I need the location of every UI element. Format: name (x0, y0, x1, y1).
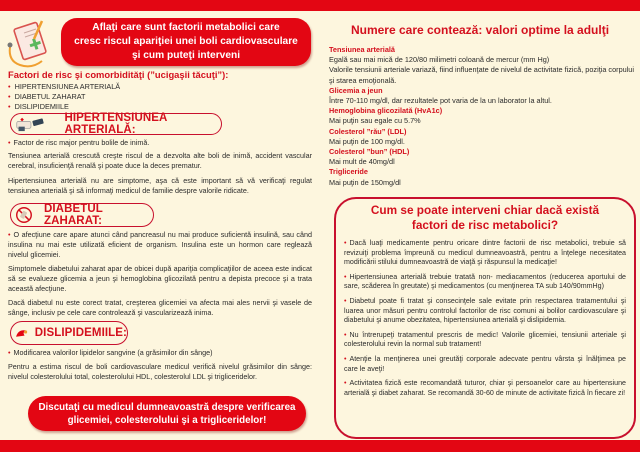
diabetes-title: DIABETUL ZAHARAT: (43, 203, 103, 227)
fatty-food-icon (15, 324, 29, 342)
intervention-item: • Atenţie la menţinerea unei greutăţi corporale adecvate pentru vârsta şi înălţimea pe care le aveţi! (344, 355, 626, 374)
hypertension-bullet: • Factor de risc major pentru bolile de inimă. (8, 138, 308, 148)
hero-banner (61, 18, 311, 66)
intervention-title-line: factori de risc metabolici? (411, 218, 559, 232)
factors-title: Factori de risc şi comorbidităţi (”ucigaşii tăcuţi”): (8, 69, 229, 80)
dyslipidemia-title: DISLIPIDEMIILE: (34, 327, 127, 339)
intervention-item: • Nu întrerupeţi tratamentul prescris de medic! Valorile glicemiei, tensiunii arteriale şi colesterolului revin la normal sub tratament! (344, 331, 626, 350)
value-text: Între 70-110 mg/dl, dar rezultatele pot varia de la un laborator la altul. (329, 96, 552, 106)
dyslipidemia-heading (10, 321, 128, 345)
clipboard-stethoscope-icon (4, 17, 54, 72)
values-title: Numere care contează: valori optime la adulţi (350, 23, 610, 37)
value-text: Mai puţin de 150mg/dl (329, 177, 401, 187)
left-column (0, 11, 320, 440)
diabetes-paragraph: Dacă diabetul nu este corect tratat, creşterea glicemiei va afecta mai ales nervii şi vasele de sânge, inclusiv pe cele care controlează şi vascularizează inima. (8, 298, 312, 317)
factor-item: • HIPERTENSIUNEA ARTERIALĂ (8, 82, 120, 92)
value-label: Colesterol ”rău” (LDL) (329, 126, 407, 136)
hypertension-heading (10, 113, 222, 135)
blood-pressure-monitor-icon (15, 115, 50, 133)
intervention-box (334, 197, 636, 439)
intervention-item: • Hipertensiunea arterială trebuie tratată non- mediacamentos (reducerea aportului de sare, scăderea în greutate) şi medicamentos (cu menţinerea TA sub 140/90mmHg) (344, 273, 626, 292)
top-red-bar (0, 0, 640, 11)
factor-item: • DISLIPIDEMIILE (8, 102, 120, 112)
values-list (329, 45, 634, 188)
hypertension-paragraph: Tensiunea arterială crescută creşte riscul de a dezvolta alte boli de inimă, accident vascular cerebral, insuficienţă renală şi poate duce la deces prematur. (8, 151, 312, 170)
no-sugar-icon (14, 205, 34, 225)
hypertension-paragraph: Hipertensiunea arterială nu are simptome, aşa că este important să vă verificaţi regulat tensiunea arterială şi să informaţi medicul de familie despre valorile ridicate. (8, 176, 312, 195)
intervention-item: • Activitatea fizică este recomandată tuturor, chiar şi persoanelor care au hipertensiune arterială şi diabet zaharat. Se recomandă 30-60 de minute de activitate fizică în fiecare zi! (344, 379, 626, 398)
value-text: Valorile tensiunii arteriale variază, fiind influenţate de nivelul de activitate fizică, poziţia corpului şi starea emoţională. (329, 65, 634, 85)
value-label: Glicemia a jeun (329, 85, 383, 95)
value-label: Tensiunea arterială (329, 45, 395, 54)
hypertension-title: HIPERTENSIUNEA ARTERIALĂ: (64, 112, 168, 136)
intervention-title-line: Cum se poate interveni chiar dacă există (370, 203, 600, 217)
intervention-list (344, 239, 626, 403)
factors-list (8, 82, 120, 112)
intervention-item: • Dacă luaţi medicamente pentru oricare dintre factorii de risc metabolici, trebuie să revizuiţi problema împreună cu medicul dumneavoastră, pentru a înţelege necesitatea modificării stilului dumneavoastră de viaţă şi răspunsul la medicaţie! (344, 239, 626, 268)
diabetes-bullet: • O afecţiune care apare atunci când pancreasul nu mai produce suficientă insulină, sau când insulina nu mai este utilizată eficient de organism. Insulina este un hormon care reglează nivelul glicemiei. (8, 230, 312, 260)
value-text: Mai mult de 40mg/dl (329, 157, 395, 167)
dyslipidemia-bullet: • Modificarea valorilor lipidelor sangvine (a grăsimilor din sânge) (8, 348, 312, 358)
value-text: Mai puţin de 100 mg/dl. (329, 136, 405, 146)
cta-line: Discutaţi cu medicul dumneavoastră despre verificarea (38, 401, 296, 413)
hero-line: cresc riscul apariţiei unei boli cardiovasculare (74, 36, 298, 47)
dyslipidemia-paragraph: Pentru a estima riscul de boli cardiovasculare medicul verifică nivelul grăsimilor din sânge: nivelul colesterolului total, colesterolului HDL, colesterolul LDL şi trigliceridelor. (8, 362, 312, 381)
value-label: Colesterol ”bun” (HDL) (329, 147, 410, 157)
diabetes-paragraph: Simptomele diabetului zaharat apar de obicei după apariţia complicaţiilor de aceea este indicat să se evalueze glicemia a jeun şi hemoglobina glicozilată pentru a depista precoce şi a trata această afecţiune. (8, 264, 312, 293)
intervention-item: • Diabetul poate fi tratat şi consecinţele sale evitate prin respectarea tratamentului şi luarea unor măsuri pentru controlul factorilor de risc comuni ai bolilor cardiovasculare şi diabetului şi anume obezitatea, hipertensiunea arterială şi dislipidemia. (344, 297, 626, 326)
right-column (320, 11, 640, 440)
cta-banner (28, 396, 306, 431)
diabetes-heading (10, 203, 154, 227)
hero-line: Aflaţi care sunt factorii metabolici care (92, 22, 280, 33)
value-label: Trigliceride (329, 167, 368, 177)
intervention-title (336, 203, 634, 233)
factor-item: • DIABETUL ZAHARAT (8, 92, 120, 102)
cta-line: glicemiei, colesterolului şi a trigliceridelor! (67, 414, 267, 426)
bottom-red-bar (0, 440, 640, 452)
value-text: Egală sau mai mică de 120/80 milimetri coloană de mercur (mm Hg) (329, 55, 550, 65)
value-text: Mai puţin sau egale cu 5.7% (329, 116, 421, 126)
value-label: Hemoglobina glicozilată (HvA1c) (329, 106, 443, 116)
hero-line: şi cum puteţi interveni (131, 50, 241, 61)
